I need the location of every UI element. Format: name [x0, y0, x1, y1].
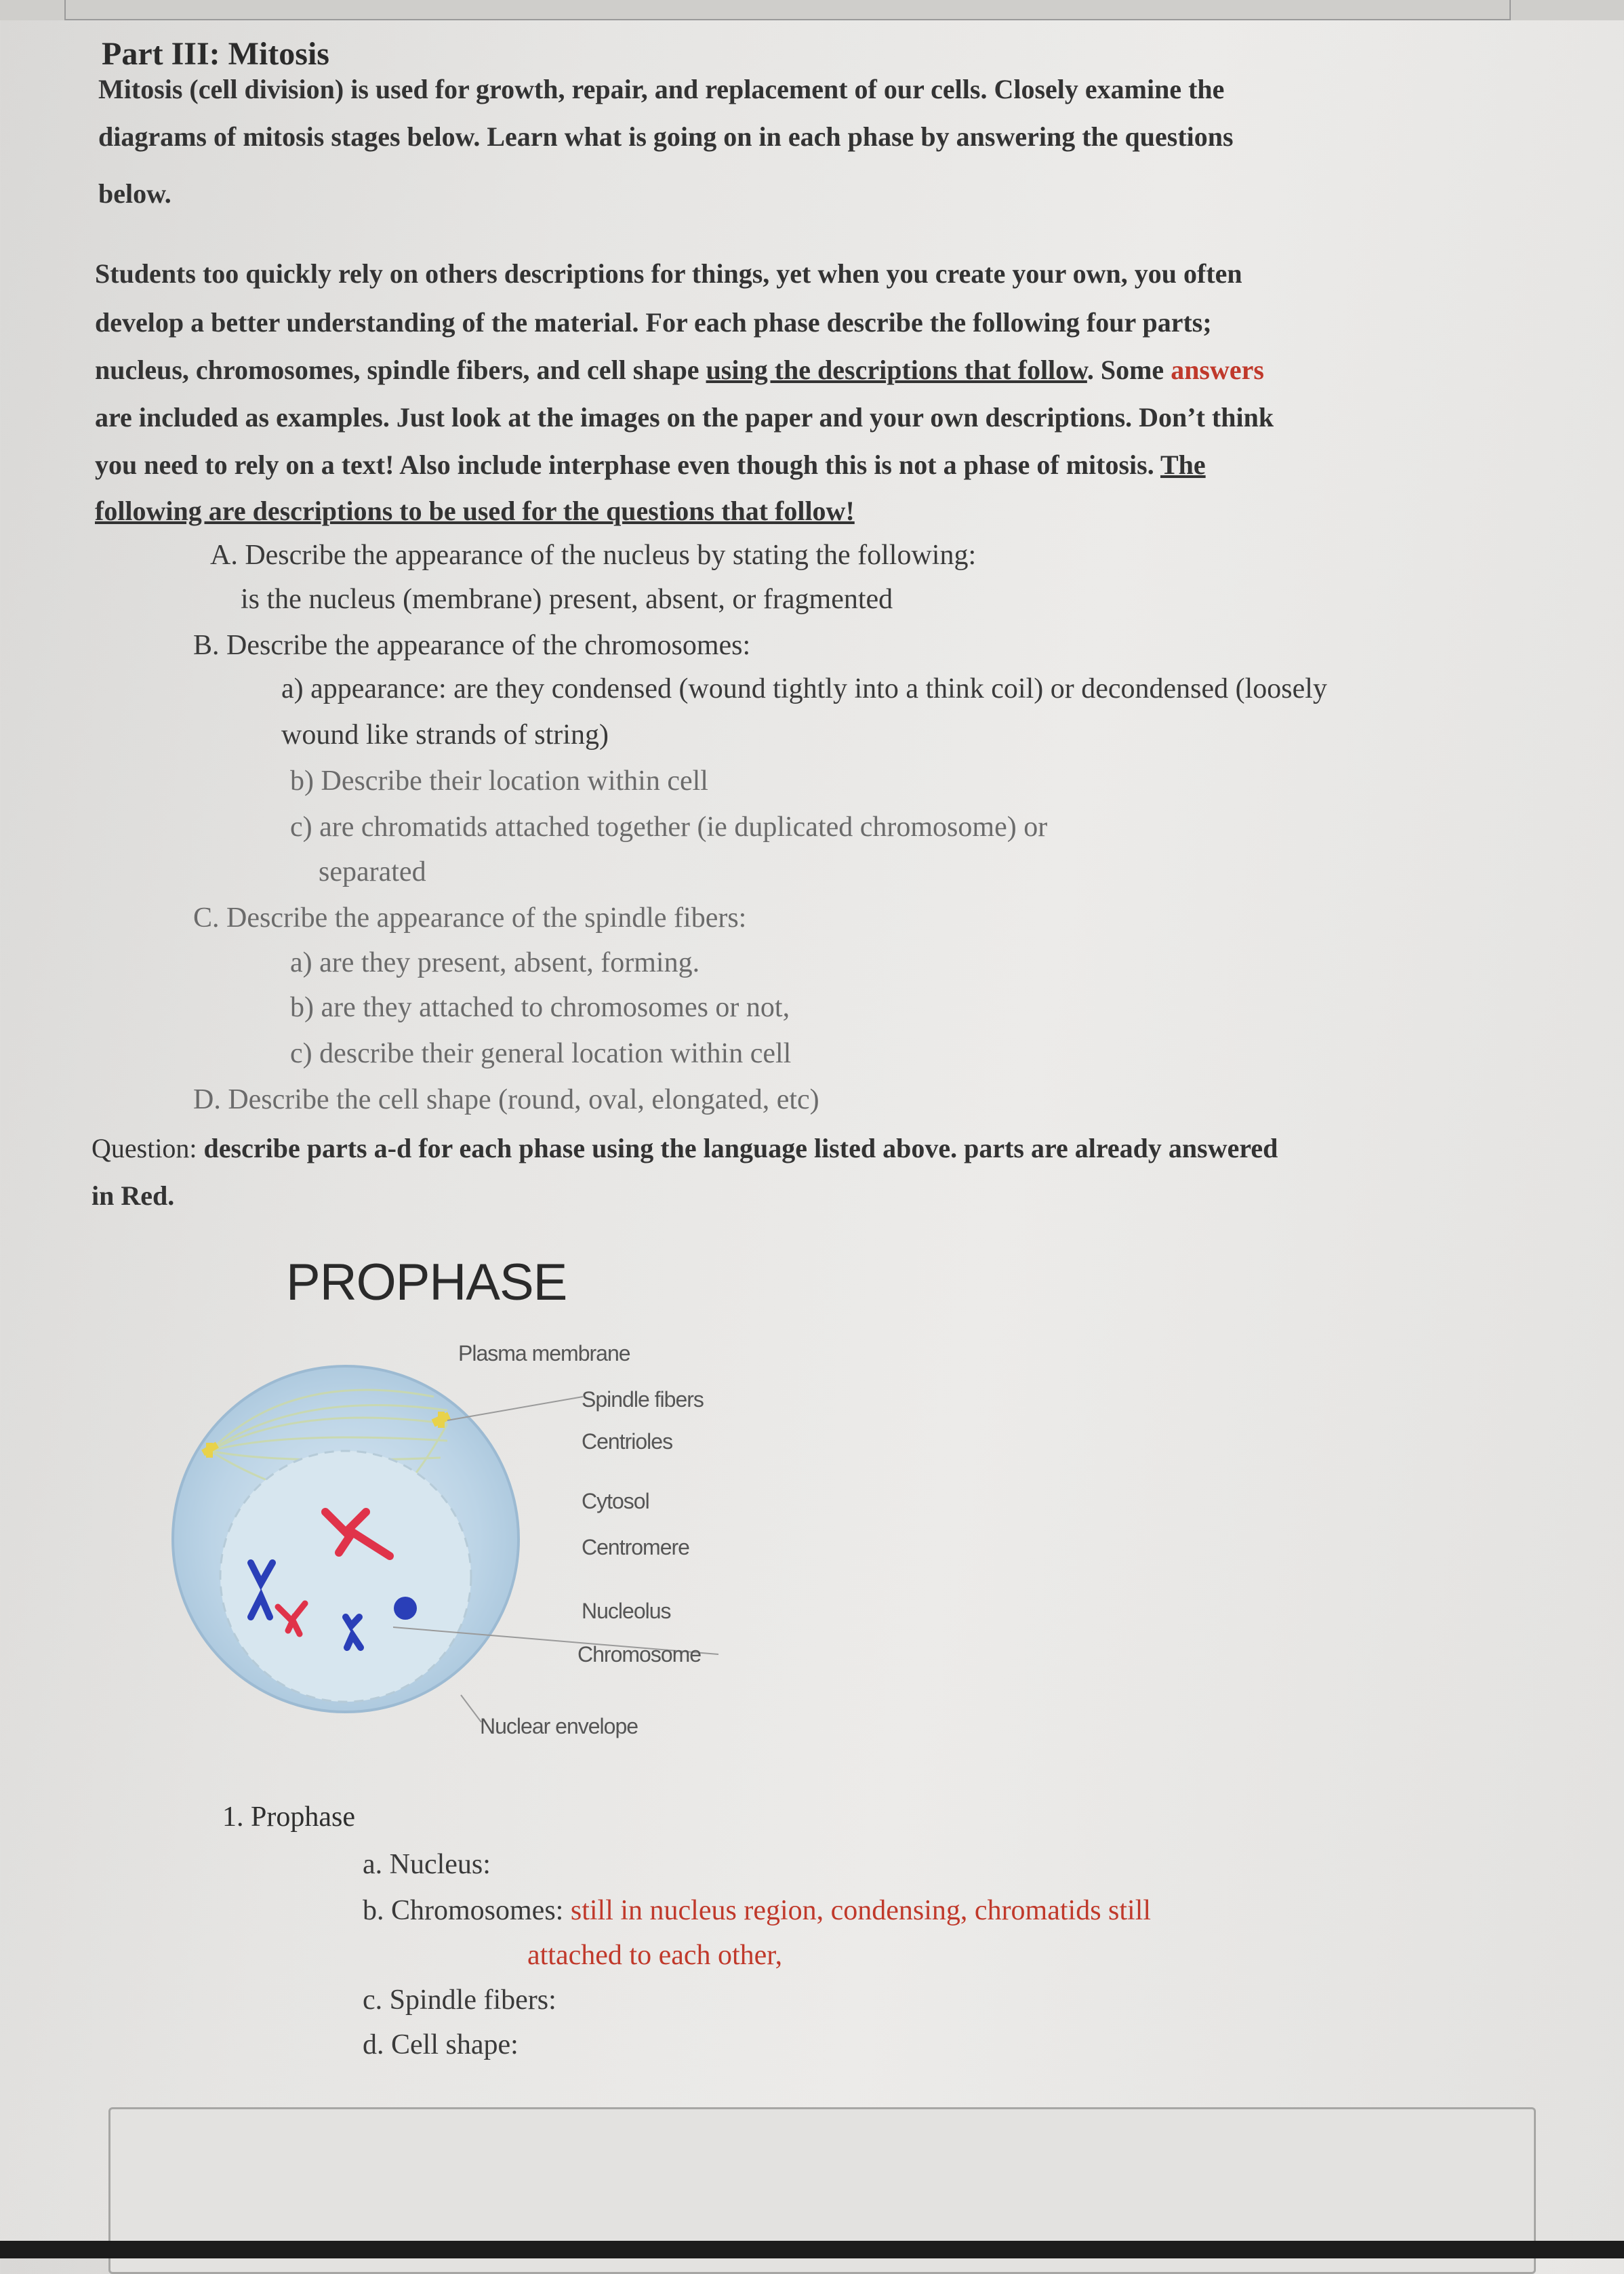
- instructions-line-3-text: nucleus, chromosomes, spindle fibers, and cell shape: [95, 355, 706, 385]
- instructions-line-5-underlined: The: [1160, 450, 1206, 480]
- question-prefix: Question:: [92, 1133, 204, 1163]
- desc-B-c-1: c) are chromatids attached together (ie duplicated chromosome) or: [290, 812, 1048, 843]
- answer-d-cell-shape: d. Cell shape:: [363, 2029, 519, 2060]
- answer-b-red-1: still in nucleus region, condensing, chromatids still: [570, 1895, 1152, 1926]
- desc-C-c: c) describe their general location within cell: [290, 1038, 792, 1069]
- intro-line-2: diagrams of mitosis stages below. Learn what is going on in each phase by answering the questions: [98, 121, 1234, 152]
- instructions-line-3-underlined: using the descriptions that follow: [706, 355, 1087, 385]
- desc-B-b: b) Describe their location within cell: [290, 765, 708, 797]
- desc-A-sub: is the nucleus (membrane) present, absent, or fragmented: [241, 584, 893, 615]
- intro-line-1: Mitosis (cell division) is used for growth, repair, and replacement of our cells. Closely examine the: [98, 74, 1225, 104]
- desc-B-a-2: wound like strands of string): [281, 719, 609, 751]
- answer-b-red-2: attached to each other,: [527, 1940, 783, 1971]
- instructions-red-word: answers: [1171, 355, 1264, 385]
- answer-b-label: b. Chromosomes:: [363, 1895, 571, 1926]
- page-title: Part III: Mitosis: [102, 36, 329, 72]
- instructions-line-1: Students too quickly rely on others descriptions for things, yet when you create your own, you often: [95, 258, 1242, 289]
- instructions-line-4: are included as examples. Just look at the images on the paper and your own descriptions. Don’t think: [95, 402, 1274, 433]
- answer-heading: [222, 1801, 355, 1833]
- answer-b-chromosomes: [363, 1894, 1151, 1927]
- question-line-1: [92, 1132, 1278, 1164]
- label-plasma-membrane: Plasma membrane: [458, 1341, 630, 1365]
- question-line-2: in Red.: [92, 1180, 175, 1211]
- previous-answer-box: [64, 0, 1511, 20]
- question-text: describe parts a-d for each phase using the language listed above. parts are already answered: [203, 1133, 1278, 1163]
- intro-line-3: below.: [98, 178, 171, 209]
- instructions-line-5-text: you need to rely on a text! Also include interphase even though this is not a phase of mitosis.: [95, 450, 1160, 480]
- instructions-line-3-text-b: . Some: [1087, 355, 1171, 385]
- label-nuclear-envelope: Nuclear envelope: [480, 1714, 638, 1738]
- label-spindle-fibers: Spindle fibers: [582, 1387, 704, 1412]
- label-nucleolus: Nucleolus: [582, 1599, 671, 1623]
- label-centrioles: Centrioles: [582, 1429, 673, 1454]
- desc-B-a-1: a) appearance: are they condensed (wound tightly into a think coil) or decondensed (loosely: [281, 673, 1327, 704]
- instructions-line-6: following are descriptions to be used for the questions that follow!: [95, 496, 855, 526]
- desc-B-c-2: separated: [319, 856, 426, 887]
- desc-C-b: b) are they attached to chromosomes or not,: [290, 992, 790, 1023]
- answer-heading-text: 1. Prophase: [222, 1801, 355, 1833]
- answer-a-nucleus: a. Nucleus:: [363, 1849, 491, 1880]
- instructions-line-2: develop a better understanding of the material. For each phase describe the following four parts;: [95, 307, 1212, 338]
- instructions-line-5: [95, 449, 1206, 481]
- desc-D: D. Describe the cell shape (round, oval, elongated, etc): [193, 1084, 819, 1115]
- diagram-title: PROPHASE: [286, 1254, 567, 1311]
- nucleolus: [394, 1597, 417, 1620]
- desc-C-a: a) are they present, absent, forming.: [290, 947, 700, 978]
- label-cytosol: Cytosol: [582, 1489, 649, 1513]
- answer-c-spindle-fibers: c. Spindle fibers:: [363, 1984, 556, 2016]
- label-chromosome: Chromosome: [577, 1642, 702, 1667]
- desc-B: B. Describe the appearance of the chromosomes:: [193, 630, 751, 661]
- label-centromere: Centromere: [582, 1535, 689, 1559]
- bottom-bar: [0, 2241, 1624, 2258]
- desc-A: A. Describe the appearance of the nucleus by stating the following:: [210, 540, 977, 571]
- instructions-line-3: [95, 354, 1264, 386]
- desc-C: C. Describe the appearance of the spindle fibers:: [193, 902, 747, 934]
